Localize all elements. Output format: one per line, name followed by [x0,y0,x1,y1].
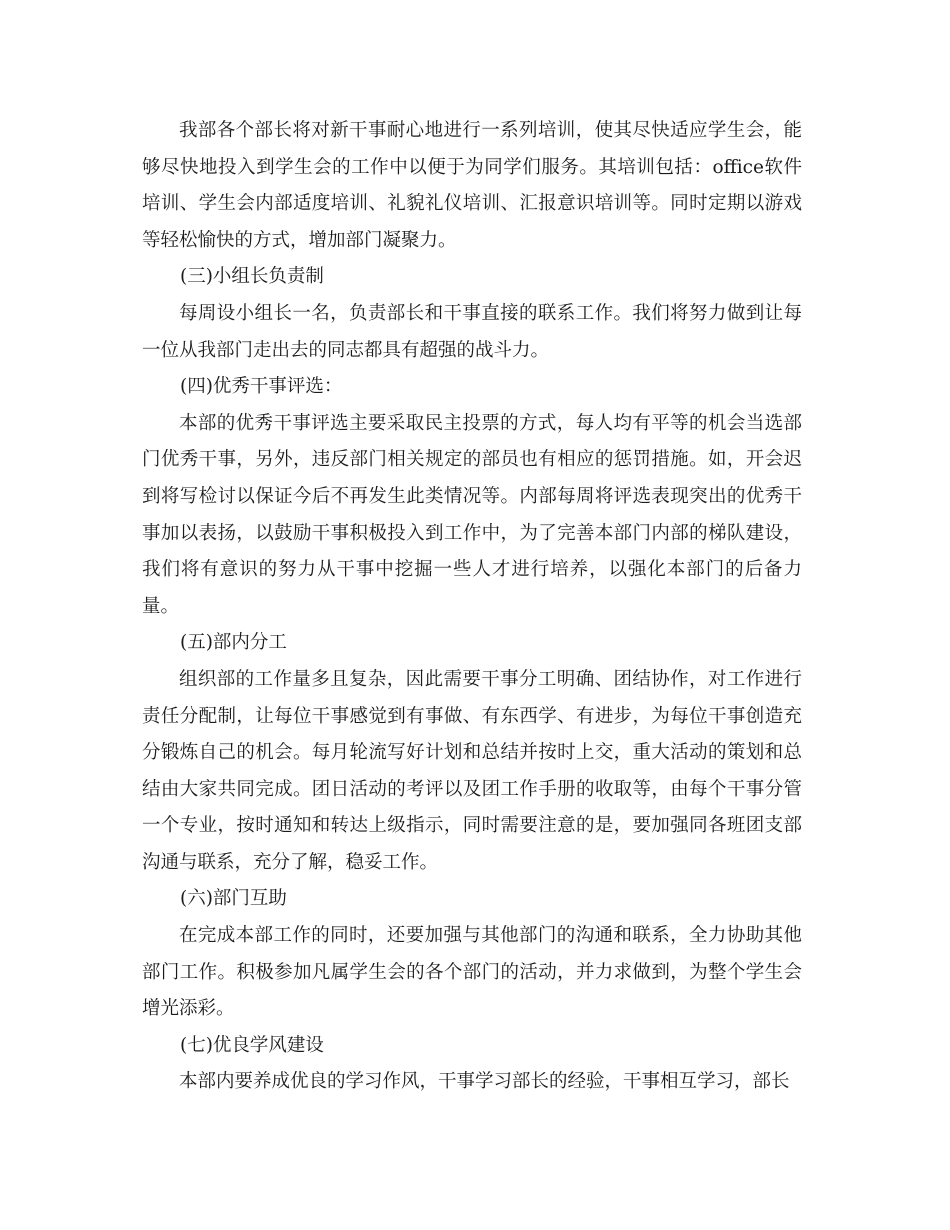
paragraph-group-leader: 每周设小组长一名，负责部长和干事直接的联系工作。我们将努力做到让每一位从我部门走出去的同志都具有超强的战斗力。 [142,302,802,361]
paragraph-excellent-staff: 本部的优秀干事评选主要采取民主投票的方式，每人均有平等的机会当选部门优秀干事，另外，违反部门相关规定的部员也有相应的惩罚措施。如，开会迟到将写检讨以保证今后不再发生此类情况等。内部每周将评选表现突出的优秀干事加以表扬，以鼓励干事积极投入到工作中，为了完善本部门内部的梯队建设，我们将有意识的努力从干事中挖掘一些人才进行培养，以强化本部门的后备力量。 [142,412,802,617]
section-heading-excellent-staff: (四)优秀干事评选： [180,376,343,398]
section-heading-study-style: (七)优良学风建设 [180,1034,324,1056]
section-heading-group-leader: (三)小组长负责制 [180,266,324,288]
paragraph-mutual-assistance: 在完成本部工作的同时，还要加强与其他部门的沟通和联系，全力协助其他部门工作。积极参加凡属学生会的各个部门的活动，并力求做到，为整个学生会增光添彩。 [142,925,802,1020]
section-heading-division-of-labor: (五)部内分工 [180,632,287,654]
paragraph-study-style: 本部内要养成优良的学习作风，干事学习部长的经验，干事相互学习，部长 [179,1071,790,1093]
paragraph-training: 我部各个部长将对新干事耐心地进行一系列培训，使其尽快适应学生会，能够尽快地投入到学生会的工作中以便于为同学们服务。其培训包括：office软件培训、学生会内部适度培训、礼貌礼仪培训、汇报意识培训等。同时定期以游戏等轻松愉快的方式，增加部门凝聚力。 [142,120,802,251]
paragraph-division-of-labor: 组织部的工作量多且复杂，因此需要干事分工明确、团结协作，对工作进行责任分配制，让每位干事感觉到有事做、有东西学、有进步，为每位干事创造充分锻炼自己的机会。每月轮流写好计划和总结并按时上交，重大活动的策划和总结由大家共同完成。团日活动的考评以及团工作手册的收取等，由每个干事分管一个专业，按时通知和转达上级指示，同时需要注意的是，要加强同各班团支部沟通与联系，充分了解，稳妥工作。 [142,668,802,873]
document-body [142,113,802,1101]
section-heading-mutual-assistance: (六)部门互助 [180,888,287,910]
